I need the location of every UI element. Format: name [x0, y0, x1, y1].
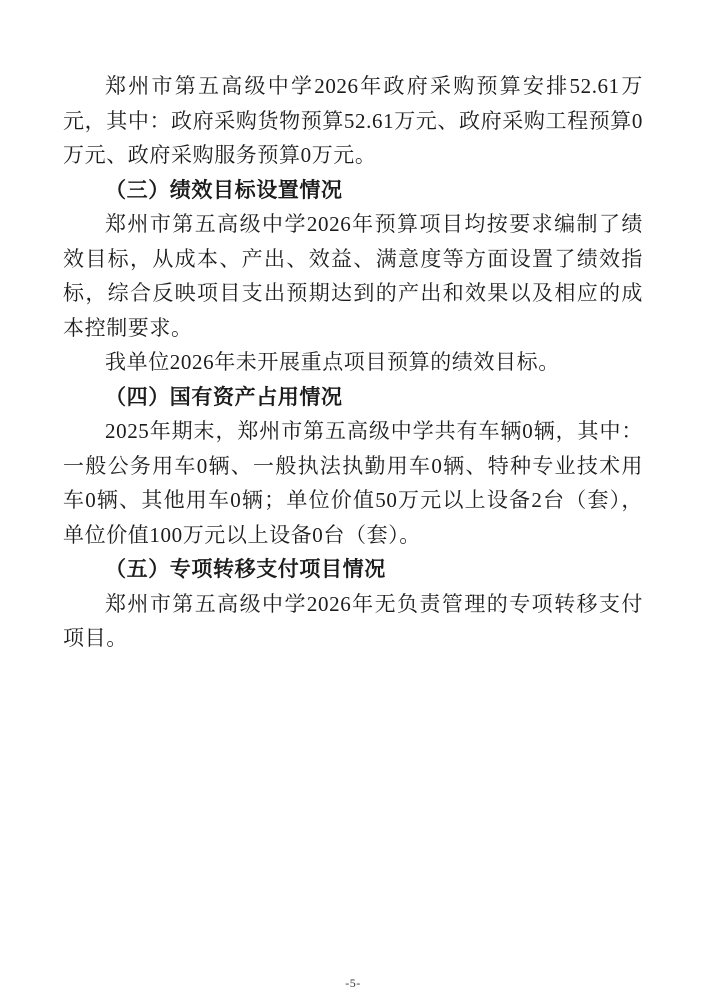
paragraph: 我单位2026年未开展重点项目预算的绩效目标。 [105, 350, 560, 374]
section-heading: （三）绩效目标设置情况 [105, 177, 343, 202]
paragraph: 郑州市第五高级中学2026年预算项目均按要求编制了绩效目标，从成本、产出、效益、满意度等方面设置了绩效指标，综合反映项目支出预期达到的产出和效果以及相应的成本控制要求。 [63, 212, 643, 340]
section-heading: （五）专项转移支付项目情况 [105, 557, 386, 581]
section-heading: （四）国有资产占用情况 [105, 384, 343, 409]
paragraph: 郑州市第五高级中学2026年无负责管理的专项转移支付项目。 [63, 591, 643, 650]
document-body [63, 69, 643, 656]
paragraph: 郑州市第五高级中学2026年政府采购预算安排52.61万元，其中：政府采购货物预算52.61万元、政府采购工程预算0万元、政府采购服务预算0万元。 [63, 74, 643, 167]
page-number: -5- [345, 976, 361, 990]
paragraph: 2025年期末，郑州市第五高级中学共有车辆0辆，其中：一般公务用车0辆、一般执法执勤用车0辆、特种专业技术用车0辆、其他用车0辆；单位价值50万元以上设备2台（套），单位价值100万元以上设备0台（套）。 [63, 419, 643, 547]
